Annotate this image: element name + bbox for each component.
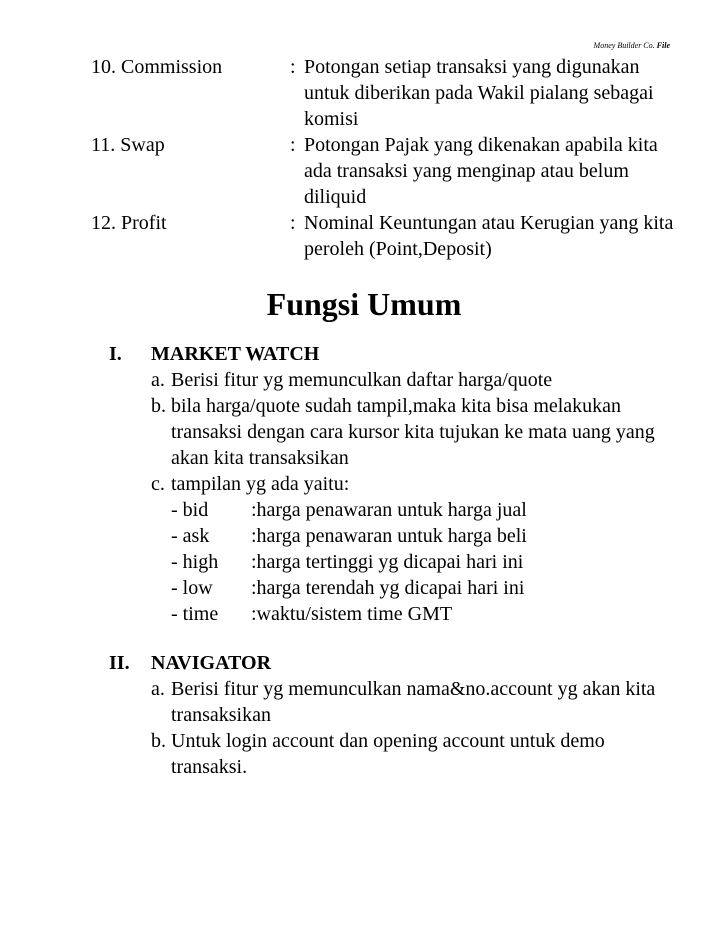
definition-list xyxy=(91,54,689,262)
item-text: tampilan yg ada yaitu: xyxy=(171,473,350,495)
definition-desc: Nominal Keuntungan atau Kerugian yang kita peroleh (Point,Deposit) xyxy=(304,212,674,260)
list-item xyxy=(151,471,671,497)
definition-term: 11. Swap xyxy=(91,134,165,156)
field-name: - bid xyxy=(171,499,209,521)
definition-row: 10. Commission : Potongan setiap transaksi yang digunakan untuk diberikan pada Wakil pialang sebagai komisi xyxy=(91,54,689,132)
field-row xyxy=(171,601,671,627)
page-title: Fungsi Umum xyxy=(266,286,462,322)
field-desc: :harga tertinggi yg dicapai hari ini xyxy=(251,551,524,573)
field-row xyxy=(171,497,671,523)
definition-row: 11. Swap : Potongan Pajak yang dikenakan apabila kita ada transaksi yang menginap atau belum diliquid xyxy=(91,132,689,210)
field-row xyxy=(171,575,671,601)
list-item xyxy=(151,728,671,780)
section-items xyxy=(151,676,671,780)
field-row xyxy=(171,549,671,575)
item-letter: c. xyxy=(151,473,165,495)
field-name: - low xyxy=(171,577,213,599)
section-numeral: II. xyxy=(109,652,130,674)
list-item xyxy=(151,367,671,393)
field-desc: :harga penawaran untuk harga jual xyxy=(251,499,527,521)
header-file: File xyxy=(656,41,670,50)
section-title: NAVIGATOR xyxy=(151,652,272,674)
item-letter: b. xyxy=(151,395,166,417)
item-letter: b. xyxy=(151,730,166,752)
definition-desc: Potongan Pajak yang dikenakan apabila kita ada transaksi yang menginap atau belum diliquid xyxy=(304,134,658,208)
header-company: Money Builder Co. xyxy=(593,41,655,50)
field-name: - ask xyxy=(171,525,210,547)
field-desc: :waktu/sistem time GMT xyxy=(251,603,453,625)
section-title: MARKET WATCH xyxy=(151,343,320,365)
field-desc: :harga penawaran untuk harga beli xyxy=(251,525,527,547)
section-heading xyxy=(109,650,671,676)
section-items xyxy=(151,367,671,627)
section-market-watch xyxy=(109,341,671,627)
definition-row: 12. Profit : Nominal Keuntungan atau Kerugian yang kita peroleh (Point,Deposit) xyxy=(91,210,689,262)
item-text: bila harga/quote sudah tampil,maka kita bisa melakukan transaksi dengan cara kursor kita tujukan ke mata uang yang akan kita transaksikan xyxy=(171,395,655,469)
field-row xyxy=(171,523,671,549)
item-text: Untuk login account dan opening account untuk demo transaksi. xyxy=(171,730,605,778)
definition-term: 10. Commission xyxy=(91,56,223,78)
section-heading xyxy=(109,341,671,367)
field-list xyxy=(171,497,671,627)
field-desc: :harga terendah yg dicapai hari ini xyxy=(251,577,525,599)
item-text: Berisi fitur yg memunculkan daftar harga/quote xyxy=(171,369,553,391)
section-numeral: I. xyxy=(109,343,122,365)
list-item xyxy=(151,393,671,471)
item-letter: a. xyxy=(151,369,165,391)
definition-desc: Potongan setiap transaksi yang digunakan untuk diberikan pada Wakil pialang sebagai komisi xyxy=(304,56,654,130)
definition-term: 12. Profit xyxy=(91,212,167,234)
field-name: - high xyxy=(171,551,219,573)
item-letter: a. xyxy=(151,678,165,700)
page-header xyxy=(594,41,670,50)
section-navigator xyxy=(109,650,671,780)
item-text: Berisi fitur yg memunculkan nama&no.account yg akan kita transaksikan xyxy=(171,678,656,726)
field-name: - time xyxy=(171,603,219,625)
list-item xyxy=(151,676,671,728)
